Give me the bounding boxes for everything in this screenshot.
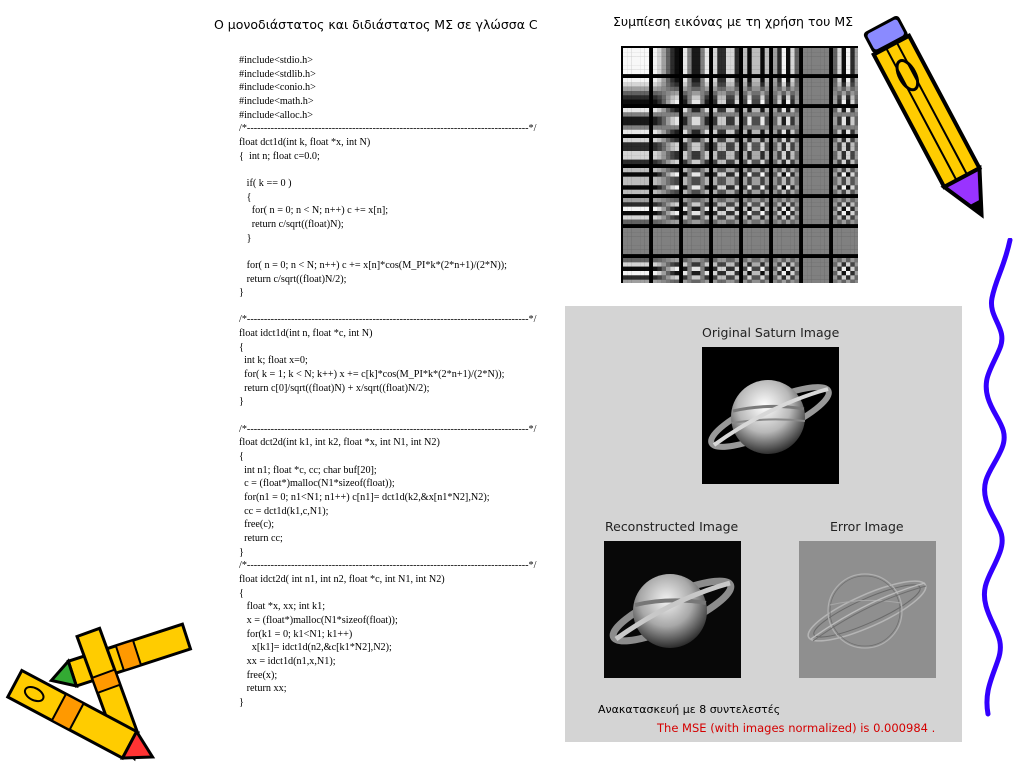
- dct-basis-tile: [653, 258, 679, 283]
- reconstructed-image-label: Reconstructed Image: [605, 519, 739, 534]
- dct-basis-tile: [743, 168, 769, 194]
- code-line: for( n = 0; n < N; n++) c += x[n]*cos(M_PI*k*(2*n+1)/(2*N));: [239, 259, 507, 271]
- code-line: cc = dct1d(k1,c,N1);: [239, 505, 329, 517]
- saturn-figure-panel: [565, 306, 962, 742]
- dct-basis-tile: [773, 78, 799, 104]
- dct-basis-tile: [743, 78, 769, 104]
- code-line: #include<conio.h>: [239, 82, 316, 94]
- code-line: {: [239, 191, 252, 203]
- mse-result-text: The MSE (with images normalized) is 0.000984 .: [657, 721, 936, 735]
- code-line: float dct2d(int k1, int k2, float *x, int N1, int N2): [239, 437, 440, 449]
- dct-basis-tile: [833, 108, 858, 134]
- code-line: return xx;: [239, 683, 287, 695]
- code-line: int n1; float *c, cc; char buf[20];: [239, 464, 377, 476]
- code-line: #include<stdlib.h>: [239, 68, 316, 80]
- dct-basis-tile: [623, 198, 649, 224]
- dct-basis-tile: [653, 198, 679, 224]
- dct-basis-tile: [623, 228, 649, 254]
- code-line: return c/sqrt((float)N/2);: [239, 273, 347, 285]
- dct-basis-tile: [713, 168, 739, 194]
- dct-basis-tile: [713, 48, 739, 74]
- dct-basis-tile: [773, 48, 799, 74]
- dct-basis-tile: [743, 228, 769, 254]
- code-line: float *x, xx; int k1;: [239, 601, 326, 613]
- code-line: {: [239, 341, 244, 353]
- dct-basis-tile: [713, 78, 739, 104]
- dct-basis-tile: [803, 48, 829, 74]
- dct-basis-tile: [683, 138, 709, 164]
- code-line: #include<stdio.h>: [239, 55, 314, 66]
- dct-basis-tile: [743, 138, 769, 164]
- dct-basis-grid: [621, 46, 858, 283]
- dct-basis-tile: [683, 78, 709, 104]
- code-line: return c/sqrt((float)N);: [239, 218, 344, 230]
- dct-basis-tile: [803, 228, 829, 254]
- dct-basis-tile: [773, 138, 799, 164]
- code-line: for(n1 = 0; n1<N1; n1++) c[n1]= dct1d(k2,&x[n1*N2],N2);: [239, 492, 490, 503]
- dct-basis-tile: [773, 228, 799, 254]
- dct-basis-tile: [833, 198, 858, 224]
- reconstructed-saturn-image: [604, 541, 741, 678]
- crayons-icon: [0, 612, 205, 762]
- pencil-icon: [860, 2, 1002, 242]
- code-line: #include<alloc.h>: [239, 109, 314, 121]
- code-line: x[k1]= idct1d(n2,&c[k1*N2],N2);: [239, 642, 392, 654]
- dct-basis-tile: [623, 258, 649, 283]
- code-line: for(k1 = 0; k1<N1; k1++): [239, 628, 353, 640]
- dct-basis-tile: [773, 168, 799, 194]
- dct-basis-tile: [743, 198, 769, 224]
- code-line: /*-----------------------------------------------------------------------------------*/: [239, 423, 537, 435]
- code-line: float idct2d( int n1, int n2, float *c, int N1, int N2): [239, 573, 445, 585]
- dct-basis-tile: [683, 168, 709, 194]
- code-line: }: [239, 287, 244, 299]
- dct-basis-tile: [803, 138, 829, 164]
- code-line: }: [239, 232, 252, 244]
- dct-basis-tile: [713, 258, 739, 283]
- dct-basis-tile: [743, 48, 769, 74]
- dct-basis-tile: [803, 108, 829, 134]
- dct-basis-tile: [683, 228, 709, 254]
- dct-basis-tile: [743, 258, 769, 283]
- dct-basis-tile: [653, 228, 679, 254]
- code-line: { int n; float c=0.0;: [239, 150, 320, 162]
- code-line: xx = idct1d(n1,x,N1);: [239, 655, 336, 667]
- dct-basis-tile: [683, 108, 709, 134]
- error-image-label: Error Image: [830, 519, 904, 534]
- dct-basis-tile: [833, 228, 858, 254]
- dct-basis-tile: [713, 228, 739, 254]
- dct-basis-tile: [623, 48, 649, 74]
- dct-basis-tile: [803, 168, 829, 194]
- code-line: free(x);: [239, 669, 278, 681]
- code-line: float dct1d(int k, float *x, int N): [239, 136, 371, 148]
- dct-basis-tile: [653, 108, 679, 134]
- code-line: /*-----------------------------------------------------------------------------------*/: [239, 123, 537, 135]
- squiggle-decoration: [974, 238, 1022, 718]
- code-line: free(c);: [239, 519, 275, 531]
- dct-basis-tile: [713, 138, 739, 164]
- dct-basis-tile: [713, 198, 739, 224]
- code-line: }: [239, 546, 244, 558]
- c-code-listing: [239, 54, 536, 710]
- dct-basis-tile: [623, 138, 649, 164]
- dct-basis-tile: [623, 108, 649, 134]
- dct-basis-tile: [653, 168, 679, 194]
- dct-basis-tile: [833, 48, 858, 74]
- reconstruction-note: Ανακατασκευή με 8 συντελεστές: [598, 703, 781, 716]
- dct-basis-tile: [623, 168, 649, 194]
- dct-basis-tile: [683, 258, 709, 283]
- code-line: {: [239, 451, 244, 463]
- code-line: x = (float*)malloc(N1*sizeof(float));: [239, 614, 398, 626]
- code-line: if( k == 0 ): [239, 177, 292, 189]
- original-image-label: Original Saturn Image: [702, 325, 840, 340]
- slide-title-right: Συμπίεση εικόνας με τη χρήση του ΜΣ: [613, 14, 854, 29]
- code-line: for( k = 1; k < N; k++) x += c[k]*cos(M_PI*k*(2*n+1)/(2*N));: [239, 369, 505, 381]
- dct-basis-tile: [833, 258, 858, 283]
- dct-basis-tile: [773, 108, 799, 134]
- dct-basis-tile: [683, 48, 709, 74]
- code-line: }: [239, 396, 244, 408]
- dct-basis-tile: [803, 198, 829, 224]
- dct-basis-tile: [683, 198, 709, 224]
- dct-basis-tile: [833, 138, 858, 164]
- original-saturn-image: [702, 347, 839, 484]
- dct-basis-tile: [653, 138, 679, 164]
- dct-basis-tile: [653, 78, 679, 104]
- dct-basis-tile: [743, 108, 769, 134]
- dct-basis-tile: [833, 168, 858, 194]
- dct-basis-tile: [623, 78, 649, 104]
- code-line: #include<math.h>: [239, 95, 314, 107]
- dct-basis-tile: [803, 78, 829, 104]
- code-line: {: [239, 587, 244, 599]
- dct-basis-tile: [773, 258, 799, 283]
- code-line: c = (float*)malloc(N1*sizeof(float));: [239, 478, 395, 490]
- code-line: }: [239, 696, 244, 708]
- error-image: [799, 541, 936, 678]
- slide-title-left: Ο μονοδιάστατος και διδιάστατος ΜΣ σε γλώσσα C: [214, 17, 538, 32]
- code-line: /*-----------------------------------------------------------------------------------*/: [239, 560, 537, 572]
- code-line: int k; float x=0;: [239, 355, 308, 367]
- dct-basis-tile: [653, 48, 679, 74]
- code-line: return cc;: [239, 532, 283, 544]
- dct-basis-tile: [713, 108, 739, 134]
- dct-basis-tile: [833, 78, 858, 104]
- dct-basis-tile: [773, 198, 799, 224]
- dct-basis-tile: [803, 258, 829, 283]
- code-line: /*-----------------------------------------------------------------------------------*/: [239, 314, 537, 326]
- code-line: float idct1d(int n, float *c, int N): [239, 328, 373, 340]
- code-line: return c[0]/sqrt((float)N) + x/sqrt((float)N/2);: [239, 382, 430, 394]
- code-line: for( n = 0; n < N; n++) c += x[n];: [239, 205, 389, 217]
